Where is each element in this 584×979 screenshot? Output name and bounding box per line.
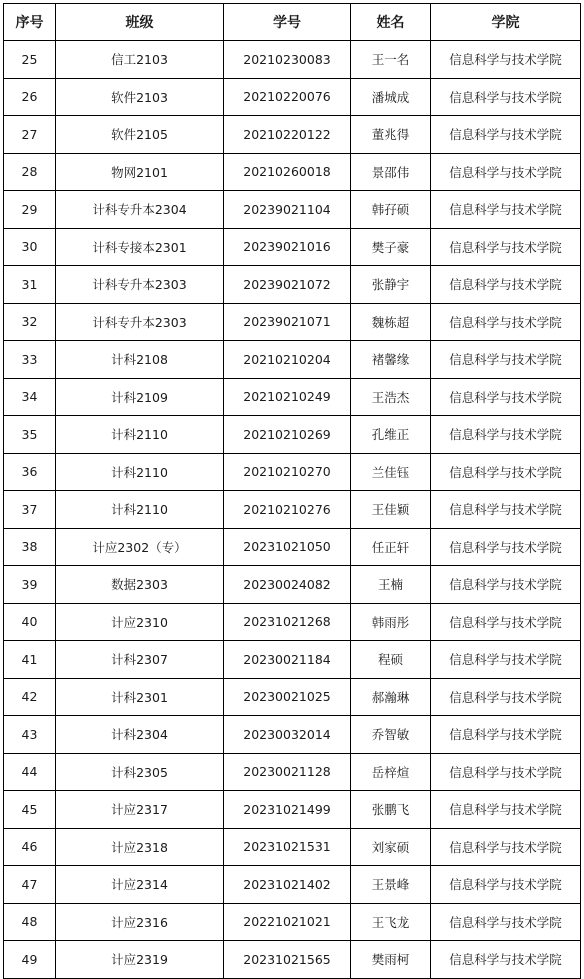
table-row — [4, 303, 581, 341]
cell-student-id: 20210210249 — [224, 378, 351, 416]
cell-class: 计应2319 — [56, 941, 224, 979]
header-student-id: 学号 — [224, 4, 351, 41]
cell-name: 王飞龙 — [351, 903, 431, 941]
table-row — [4, 903, 581, 941]
table-row — [4, 791, 581, 829]
table-row — [4, 941, 581, 979]
cell-student-id: 20239021016 — [224, 228, 351, 266]
cell-class: 计应2317 — [56, 791, 224, 829]
cell-index: 30 — [4, 228, 56, 266]
cell-class: 软件2105 — [56, 116, 224, 154]
cell-name: 景邵伟 — [351, 153, 431, 191]
cell-index: 31 — [4, 266, 56, 304]
header-row — [4, 4, 581, 41]
cell-student-id: 20239021104 — [224, 191, 351, 229]
cell-index: 29 — [4, 191, 56, 229]
cell-college: 信息科学与技术学院 — [431, 716, 581, 754]
cell-name: 兰佳钰 — [351, 453, 431, 491]
table-row — [4, 603, 581, 641]
cell-index: 32 — [4, 303, 56, 341]
table-row — [4, 866, 581, 904]
cell-class: 计科2301 — [56, 678, 224, 716]
cell-class: 计应2318 — [56, 828, 224, 866]
cell-class: 计科2110 — [56, 416, 224, 454]
table-row — [4, 828, 581, 866]
cell-index: 38 — [4, 528, 56, 566]
cell-college: 信息科学与技术学院 — [431, 153, 581, 191]
cell-index: 45 — [4, 791, 56, 829]
cell-class: 计应2314 — [56, 866, 224, 904]
cell-class: 计科专升本2304 — [56, 191, 224, 229]
cell-student-id: 20210210270 — [224, 453, 351, 491]
cell-name: 任正轩 — [351, 528, 431, 566]
cell-student-id: 20231021565 — [224, 941, 351, 979]
cell-class: 计科2305 — [56, 753, 224, 791]
cell-college: 信息科学与技术学院 — [431, 453, 581, 491]
cell-college: 信息科学与技术学院 — [431, 528, 581, 566]
cell-student-id: 20210260018 — [224, 153, 351, 191]
cell-name: 王佳颖 — [351, 491, 431, 529]
cell-index: 42 — [4, 678, 56, 716]
cell-index: 48 — [4, 903, 56, 941]
table-row — [4, 116, 581, 154]
cell-college: 信息科学与技术学院 — [431, 266, 581, 304]
cell-name: 王楠 — [351, 566, 431, 604]
cell-college: 信息科学与技术学院 — [431, 78, 581, 116]
cell-class: 软件2103 — [56, 78, 224, 116]
cell-index: 41 — [4, 641, 56, 679]
cell-student-id: 20239021071 — [224, 303, 351, 341]
cell-class: 计科2304 — [56, 716, 224, 754]
cell-index: 35 — [4, 416, 56, 454]
cell-name: 刘家硕 — [351, 828, 431, 866]
cell-index: 27 — [4, 116, 56, 154]
table-row — [4, 566, 581, 604]
table-row — [4, 716, 581, 754]
cell-class: 计应2310 — [56, 603, 224, 641]
cell-index: 39 — [4, 566, 56, 604]
cell-index: 40 — [4, 603, 56, 641]
cell-class: 计科2108 — [56, 341, 224, 379]
cell-student-id: 20239021072 — [224, 266, 351, 304]
cell-student-id: 20210230083 — [224, 41, 351, 79]
cell-name: 张鹏飞 — [351, 791, 431, 829]
cell-student-id: 20210210276 — [224, 491, 351, 529]
cell-index: 34 — [4, 378, 56, 416]
cell-college: 信息科学与技术学院 — [431, 378, 581, 416]
cell-college: 信息科学与技术学院 — [431, 903, 581, 941]
cell-college: 信息科学与技术学院 — [431, 491, 581, 529]
cell-college: 信息科学与技术学院 — [431, 828, 581, 866]
cell-student-id: 20230024082 — [224, 566, 351, 604]
cell-student-id: 20230032014 — [224, 716, 351, 754]
cell-name: 王一名 — [351, 41, 431, 79]
cell-class: 计科2109 — [56, 378, 224, 416]
table-row — [4, 228, 581, 266]
table-row — [4, 641, 581, 679]
header-index: 序号 — [4, 4, 56, 41]
cell-student-id: 20231021268 — [224, 603, 351, 641]
cell-name: 褚馨缘 — [351, 341, 431, 379]
cell-name: 王景峰 — [351, 866, 431, 904]
cell-name: 樊子豪 — [351, 228, 431, 266]
cell-college: 信息科学与技术学院 — [431, 678, 581, 716]
cell-class: 物网2101 — [56, 153, 224, 191]
cell-class: 计应2302（专） — [56, 528, 224, 566]
cell-index: 26 — [4, 78, 56, 116]
table-row — [4, 153, 581, 191]
student-roster-table — [3, 3, 581, 979]
cell-index: 46 — [4, 828, 56, 866]
cell-college: 信息科学与技术学院 — [431, 791, 581, 829]
cell-name: 王浩杰 — [351, 378, 431, 416]
cell-college: 信息科学与技术学院 — [431, 566, 581, 604]
cell-student-id: 20231021531 — [224, 828, 351, 866]
table-row — [4, 191, 581, 229]
cell-name: 董兆得 — [351, 116, 431, 154]
cell-student-id: 20231021050 — [224, 528, 351, 566]
cell-college: 信息科学与技术学院 — [431, 303, 581, 341]
cell-student-id: 20210220076 — [224, 78, 351, 116]
cell-student-id: 20210210204 — [224, 341, 351, 379]
cell-name: 郝瀚琳 — [351, 678, 431, 716]
cell-class: 计应2316 — [56, 903, 224, 941]
cell-name: 张静宇 — [351, 266, 431, 304]
cell-name: 魏栋超 — [351, 303, 431, 341]
cell-college: 信息科学与技术学院 — [431, 191, 581, 229]
table-row — [4, 753, 581, 791]
cell-name: 乔智敏 — [351, 716, 431, 754]
cell-index: 25 — [4, 41, 56, 79]
cell-index: 28 — [4, 153, 56, 191]
cell-college: 信息科学与技术学院 — [431, 416, 581, 454]
cell-college: 信息科学与技术学院 — [431, 228, 581, 266]
cell-student-id: 20221021021 — [224, 903, 351, 941]
cell-index: 36 — [4, 453, 56, 491]
table-row — [4, 41, 581, 79]
header-name: 姓名 — [351, 4, 431, 41]
cell-index: 37 — [4, 491, 56, 529]
table-row — [4, 678, 581, 716]
cell-college: 信息科学与技术学院 — [431, 603, 581, 641]
table-row — [4, 78, 581, 116]
cell-student-id: 20210210269 — [224, 416, 351, 454]
table-row — [4, 266, 581, 304]
cell-index: 49 — [4, 941, 56, 979]
cell-class: 计科2110 — [56, 453, 224, 491]
table-row — [4, 453, 581, 491]
cell-name: 韩雨彤 — [351, 603, 431, 641]
table-row — [4, 528, 581, 566]
cell-index: 43 — [4, 716, 56, 754]
table-row — [4, 378, 581, 416]
cell-student-id: 20231021499 — [224, 791, 351, 829]
cell-name: 韩孖硕 — [351, 191, 431, 229]
cell-name: 程硕 — [351, 641, 431, 679]
cell-college: 信息科学与技术学院 — [431, 866, 581, 904]
cell-index: 44 — [4, 753, 56, 791]
cell-college: 信息科学与技术学院 — [431, 116, 581, 154]
cell-student-id: 20231021402 — [224, 866, 351, 904]
cell-student-id: 20230021184 — [224, 641, 351, 679]
cell-class: 计科专接本2301 — [56, 228, 224, 266]
table-row — [4, 416, 581, 454]
cell-name: 樊雨柯 — [351, 941, 431, 979]
cell-student-id: 20230021128 — [224, 753, 351, 791]
cell-college: 信息科学与技术学院 — [431, 941, 581, 979]
header-class: 班级 — [56, 4, 224, 41]
cell-student-id: 20210220122 — [224, 116, 351, 154]
table-row — [4, 491, 581, 529]
cell-college: 信息科学与技术学院 — [431, 341, 581, 379]
cell-class: 信工2103 — [56, 41, 224, 79]
header-college: 学院 — [431, 4, 581, 41]
cell-class: 数据2303 — [56, 566, 224, 604]
cell-index: 33 — [4, 341, 56, 379]
cell-student-id: 20230021025 — [224, 678, 351, 716]
cell-index: 47 — [4, 866, 56, 904]
cell-college: 信息科学与技术学院 — [431, 641, 581, 679]
cell-class: 计科专升本2303 — [56, 266, 224, 304]
cell-name: 孔维正 — [351, 416, 431, 454]
roster-body — [4, 41, 581, 979]
cell-college: 信息科学与技术学院 — [431, 753, 581, 791]
cell-name: 岳梓煊 — [351, 753, 431, 791]
table-row — [4, 341, 581, 379]
cell-class: 计科2110 — [56, 491, 224, 529]
cell-class: 计科专升本2303 — [56, 303, 224, 341]
cell-college: 信息科学与技术学院 — [431, 41, 581, 79]
cell-name: 潘城成 — [351, 78, 431, 116]
cell-class: 计科2307 — [56, 641, 224, 679]
